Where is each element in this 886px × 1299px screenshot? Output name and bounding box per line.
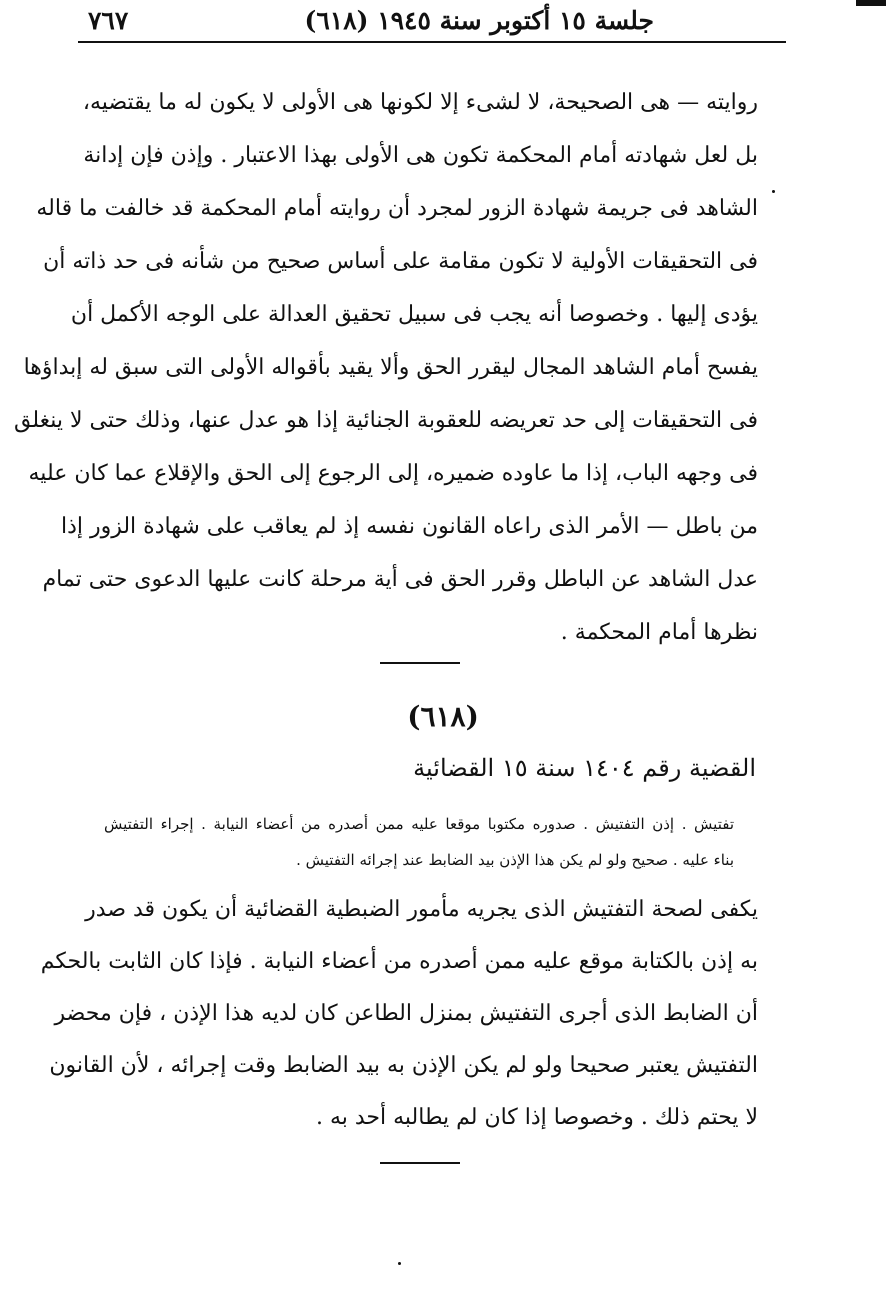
case-number: (٦١٨) — [407, 700, 479, 733]
page-number: ٧٦٧ — [88, 6, 129, 35]
header-rule — [78, 41, 786, 43]
summary-line: بناء عليه . صحيح ولو لم يكن هذا الإذن بيد الضابط عند إجرائه التفتيش . — [296, 851, 734, 869]
case-reference: القضية رقم ١٤٠٤ سنة ١٥ القضائية — [413, 754, 756, 782]
text-line: به إذن بالكتابة موقع عليه ممن أصدره من أعضاء النيابة . فإذا كان الثابت بالحكم — [40, 949, 758, 974]
paragraph-continued — [14, 76, 758, 659]
text-line: التفتيش يعتبر صحيحا ولو لم يكن الإذن به بيد الضابط وقت إجرائه ، لأن القانون — [49, 1053, 758, 1078]
text-line: لا يحتم ذلك . وخصوصا إذا كان لم يطالبه أحد به . — [315, 1105, 758, 1130]
text-line: أن الضابط الذى أجرى التفتيش بمنزل الطاعن كان لديه هذا الإذن ، فإن محضر — [54, 1001, 758, 1026]
case-ruling — [40, 884, 758, 1144]
text-line: يكفى لصحة التفتيش الذى يجريه مأمور الضبطية القضائية أن يكون قد صدر — [85, 897, 758, 922]
text-line: نظرها أمام المحكمة . — [560, 620, 758, 645]
case-summary — [104, 806, 734, 878]
text-line: فى التحقيقات الأولية لا تكون مقامة على أساس صحيح من شأنه فى حد ذاته أن — [43, 249, 758, 274]
text-line: فى وجهه الباب، إذا ما عاوده ضميره، إلى الرجوع إلى الحق والإقلاع عما كان عليه — [28, 461, 758, 486]
print-speck — [772, 190, 775, 193]
page-header — [78, 6, 784, 40]
corner-mark — [856, 0, 886, 6]
text-line: يؤدى إليها . وخصوصا أنه يجب فى سبيل تحقيق العدالة على الوجه الأكمل أن — [70, 302, 758, 327]
print-speck — [398, 1262, 401, 1265]
section-divider — [380, 662, 460, 664]
text-line: الشاهد فى جريمة شهادة الزور لمجرد أن روايته أمام المحكمة قد خالفت ما قاله — [36, 196, 758, 221]
text-line: روايته — هى الصحيحة، لا لشىء إلا لكونها هى الأولى لا يكون له ما يقتضيه، — [82, 90, 758, 115]
text-line: يفسح أمام الشاهد المجال ليقرر الحق وألا يقيد بأقواله الأولى التى سبق له إبداؤها — [23, 355, 758, 380]
text-line: من باطل — الأمر الذى راعاه القانون نفسه إذ لم يعاقب على شهادة الزور إذا — [60, 514, 758, 539]
text-line: فى التحقيقات إلى حد تعريضه للعقوبة الجنائية إذا هو عدل عنها، وذلك حتى لا ينغلق — [14, 408, 758, 433]
text-line: بل لعل شهادته أمام المحكمة تكون هى الأولى بهذا الاعتبار . وإذن فإن إدانة — [83, 143, 758, 168]
summary-line: تفتيش . إذن التفتيش . صدوره مكتوبا موقعا عليه ممن أصدره من أعضاء النيابة . إجراء التفتيش — [104, 815, 734, 833]
header-title: جلسة ١٥ أكتوبر سنة ١٩٤٥ (٦١٨) — [304, 6, 654, 35]
text-line: عدل الشاهد عن الباطل وقرر الحق فى أية مرحلة كانت عليها الدعوى حتى تمام — [42, 567, 758, 592]
end-divider — [380, 1162, 460, 1164]
